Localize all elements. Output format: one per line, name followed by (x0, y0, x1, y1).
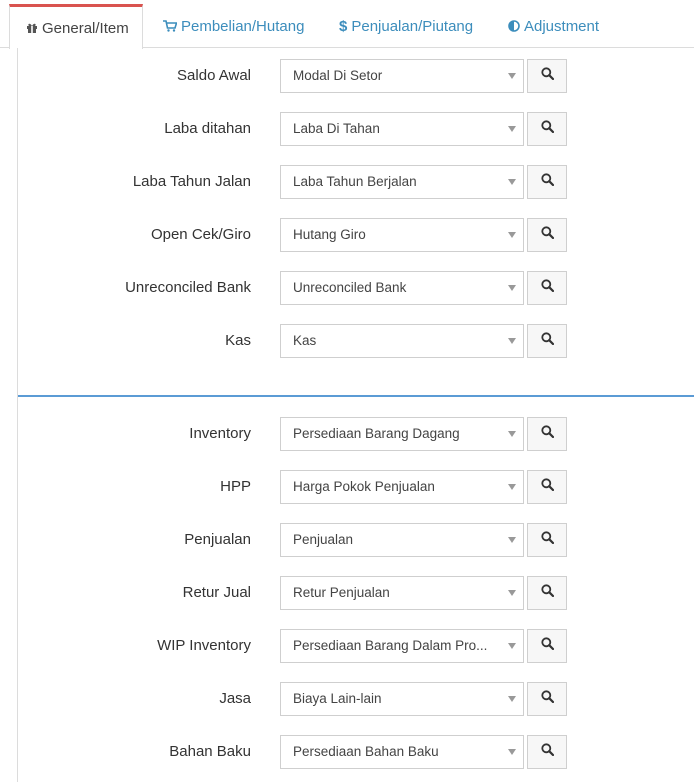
account-select[interactable] (280, 629, 524, 663)
tab-adjustment[interactable] (508, 4, 599, 48)
account-select[interactable] (280, 417, 524, 451)
account-select[interactable] (280, 576, 524, 610)
account-row-saldo-awal (18, 59, 678, 93)
field-label: Open Cek/Giro (150, 226, 251, 243)
field-label: Kas (225, 332, 251, 349)
search-button[interactable] (527, 59, 567, 93)
account-select[interactable] (280, 735, 524, 769)
search-button[interactable] (527, 576, 567, 610)
tab-label: Pembelian/Hutang (181, 17, 305, 35)
cart-icon (163, 20, 177, 32)
search-icon (541, 743, 554, 761)
search-icon (541, 67, 554, 85)
account-row-laba-ditahan (18, 112, 678, 146)
field-label: Saldo Awal (177, 67, 251, 84)
tab-label: Penjualan/Piutang (351, 17, 474, 35)
caret-down-icon (501, 524, 523, 556)
account-select-value: Hutang Giro (293, 227, 366, 242)
search-icon (541, 226, 554, 244)
account-row-retur-jual (18, 576, 678, 610)
account-select-value: Biaya Lain-lain (293, 691, 382, 706)
account-select-value: Persediaan Barang Dalam Pro... (293, 638, 488, 653)
search-button[interactable] (527, 271, 567, 305)
account-row-wip-inventory (18, 629, 678, 663)
search-button[interactable] (527, 470, 567, 504)
account-select[interactable] (280, 523, 524, 557)
tab-label: General/Item (42, 19, 129, 37)
caret-down-icon (501, 471, 523, 503)
account-row-penjualan (18, 523, 678, 557)
account-row-jasa (18, 682, 678, 716)
search-icon (541, 173, 554, 191)
account-select[interactable] (280, 271, 524, 305)
tab-pembelian-hutang[interactable] (163, 4, 304, 48)
field-label: Penjualan (184, 531, 251, 548)
tab-general-item[interactable] (9, 4, 143, 49)
account-select-value: Retur Penjualan (293, 585, 390, 600)
caret-down-icon (501, 219, 523, 251)
section-divider (18, 395, 694, 397)
field-label: Unreconciled Bank (125, 279, 251, 296)
account-row-laba-tahun-jalan (18, 165, 678, 199)
search-icon (541, 531, 554, 549)
account-select[interactable] (280, 165, 524, 199)
search-button[interactable] (527, 112, 567, 146)
account-select-value: Laba Tahun Berjalan (293, 174, 417, 189)
field-label: Laba Tahun Jalan (132, 173, 251, 190)
search-icon (541, 279, 554, 297)
account-select[interactable] (280, 682, 524, 716)
field-label: Inventory (189, 425, 251, 442)
search-button[interactable] (527, 523, 567, 557)
field-label: HPP (220, 478, 251, 495)
gift-icon (26, 22, 38, 34)
search-icon (541, 690, 554, 708)
search-button[interactable] (527, 218, 567, 252)
account-select-value: Laba Di Tahan (293, 121, 380, 136)
caret-down-icon (501, 418, 523, 450)
account-select[interactable] (280, 324, 524, 358)
tab-label: Adjustment (524, 17, 600, 35)
account-select[interactable] (280, 218, 524, 252)
field-label: Retur Jual (182, 584, 251, 601)
caret-down-icon (501, 325, 523, 357)
account-select[interactable] (280, 112, 524, 146)
search-icon (541, 332, 554, 350)
caret-down-icon (501, 577, 523, 609)
caret-down-icon (501, 113, 523, 145)
search-icon (541, 637, 554, 655)
field-label: Bahan Baku (169, 743, 251, 760)
account-row-hpp (18, 470, 678, 504)
account-row-unreconciled-bank (18, 271, 678, 305)
account-select-value: Harga Pokok Penjualan (293, 479, 435, 494)
account-select[interactable] (280, 59, 524, 93)
search-icon (541, 584, 554, 602)
caret-down-icon (501, 630, 523, 662)
account-select-value: Persediaan Barang Dagang (293, 426, 460, 441)
search-button[interactable] (527, 629, 567, 663)
account-row-inventory (18, 417, 678, 451)
tab-penjualan-piutang[interactable] (339, 4, 473, 48)
account-select-value: Kas (293, 333, 317, 348)
account-row-open-cek-giro (18, 218, 678, 252)
field-label: Laba ditahan (164, 120, 251, 137)
dollar-icon: $ (339, 17, 348, 35)
account-row-kas (18, 324, 678, 358)
field-label: WIP Inventory (157, 637, 251, 654)
search-button[interactable] (527, 165, 567, 199)
account-settings-panel (17, 48, 694, 782)
search-button[interactable] (527, 417, 567, 451)
account-row-bahan-baku (18, 735, 678, 769)
account-select-value: Persediaan Bahan Baku (293, 744, 439, 759)
search-button[interactable] (527, 735, 567, 769)
account-select-value: Modal Di Setor (293, 68, 383, 83)
search-icon (541, 478, 554, 496)
search-button[interactable] (527, 682, 567, 716)
caret-down-icon (501, 736, 523, 768)
half-circle-icon (508, 20, 520, 32)
field-label: Jasa (219, 690, 251, 707)
account-select[interactable] (280, 470, 524, 504)
account-select-value: Penjualan (293, 532, 354, 547)
account-select-value: Unreconciled Bank (293, 280, 407, 295)
caret-down-icon (501, 272, 523, 304)
caret-down-icon (501, 683, 523, 715)
caret-down-icon (501, 166, 523, 198)
search-icon (541, 120, 554, 138)
tab-bar (0, 0, 694, 48)
search-button[interactable] (527, 324, 567, 358)
search-icon (541, 425, 554, 443)
caret-down-icon (501, 60, 523, 92)
